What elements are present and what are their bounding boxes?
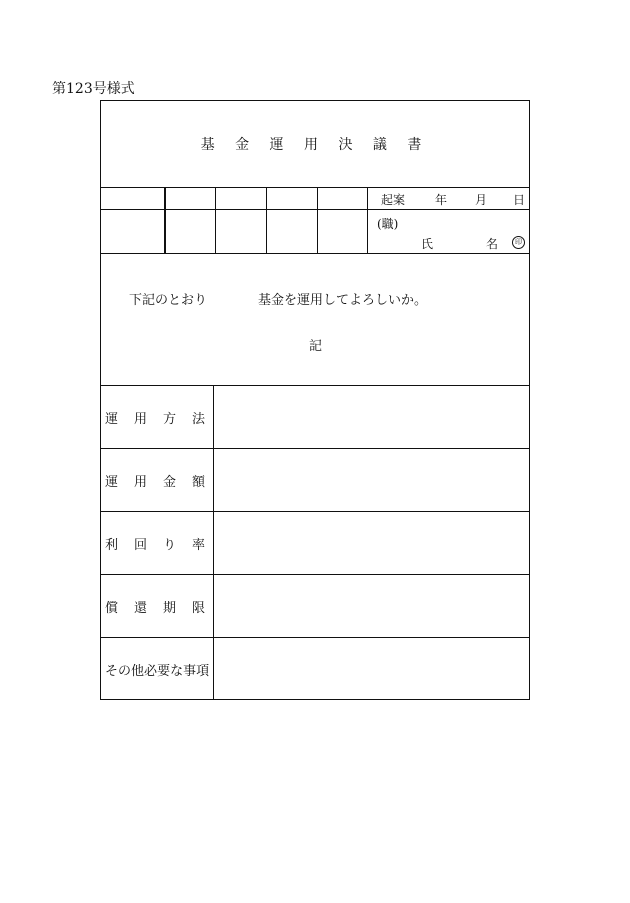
draft-date (379, 189, 529, 209)
label-char: り (162, 537, 176, 553)
item-rows (101, 385, 529, 700)
label-char: 方 (162, 411, 176, 427)
row-other (101, 637, 529, 700)
approval-divider (266, 187, 267, 253)
form-number: 第123号様式 (52, 81, 135, 97)
amount-field[interactable] (213, 449, 529, 511)
label-char: な (170, 663, 184, 679)
yield-field[interactable] (213, 512, 529, 574)
method-field[interactable] (213, 386, 529, 448)
label-char: 必 (144, 663, 158, 679)
label-char: 運 (105, 474, 119, 490)
label-char: 他 (131, 663, 145, 679)
label-char: 用 (133, 474, 147, 490)
label-char: 金 (162, 474, 176, 490)
label-char: 事 (183, 663, 197, 679)
label-char: 要 (157, 663, 171, 679)
year-label: 年 (435, 192, 448, 207)
resolution-form (100, 100, 530, 700)
label-char: 法 (191, 411, 205, 427)
statement-lead: 下記のとおり (129, 293, 208, 308)
form-title: 基 金 運 用 決 議 書 (200, 137, 430, 153)
label-char: 率 (191, 537, 205, 553)
row-method (101, 385, 529, 448)
label-char: 償 (105, 600, 119, 616)
row-yield (101, 511, 529, 574)
position-label: (職) (377, 217, 399, 231)
draft-label: 起案 (381, 192, 406, 207)
approval-divider (367, 187, 368, 253)
label-char: 項 (196, 663, 210, 679)
label-char: 利 (105, 537, 119, 553)
statement-body: 基金を運用してよろしいか。 (258, 293, 428, 308)
other-field[interactable] (213, 638, 529, 700)
label-char: 運 (105, 411, 119, 427)
surname-label: 氏 (421, 237, 434, 251)
month-label: 月 (475, 192, 488, 207)
row-label (101, 449, 213, 511)
row-label (101, 575, 213, 637)
label-char: そ (105, 663, 119, 679)
label-char: 期 (162, 600, 176, 616)
label-char: 額 (191, 474, 205, 490)
row-redemption (101, 574, 529, 637)
label-char: の (118, 663, 132, 679)
seal-icon: 印 (512, 236, 525, 249)
label-char: 回 (133, 537, 147, 553)
row-label (101, 512, 213, 574)
ki-label: 記 (309, 339, 323, 354)
redemption-field[interactable] (213, 575, 529, 637)
statement-section (101, 253, 529, 385)
label-char: 還 (133, 600, 147, 616)
row-label (101, 386, 213, 448)
day-label: 日 (513, 192, 526, 207)
label-char: 限 (191, 600, 205, 616)
approval-divider (317, 187, 318, 253)
approval-divider (164, 187, 166, 253)
given-name-label: 名 (486, 237, 499, 251)
label-char: 用 (133, 411, 147, 427)
row-amount (101, 448, 529, 511)
row-label (101, 638, 213, 700)
approval-divider (215, 187, 216, 253)
